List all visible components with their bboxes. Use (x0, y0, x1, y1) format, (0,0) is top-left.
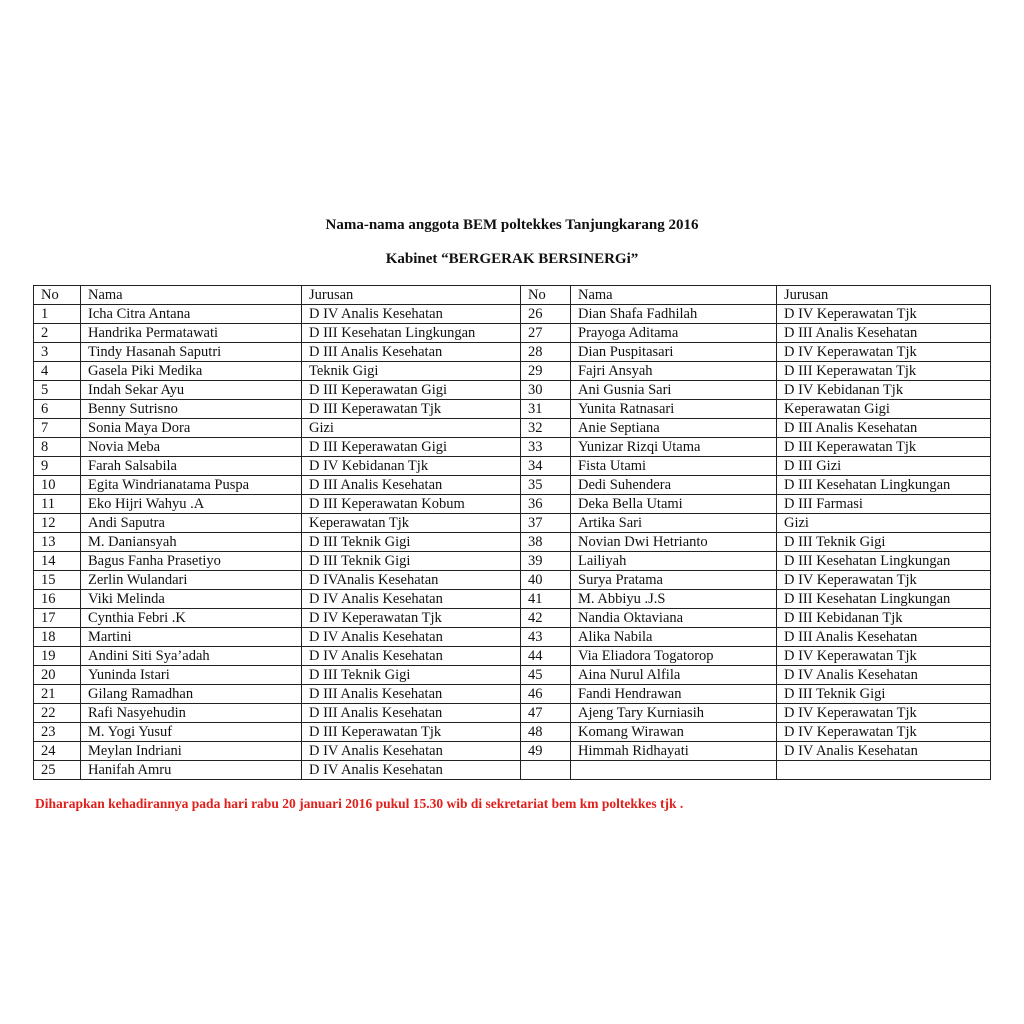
table-row (34, 704, 991, 723)
member-name: Hanifah Amru (81, 761, 302, 780)
header-dept-right: Jurusan (777, 286, 991, 305)
member-department: D III Teknik Gigi (777, 533, 991, 552)
member-name: Dian Shafa Fadhilah (571, 305, 777, 324)
member-name: Novia Meba (81, 438, 302, 457)
member-department: D III Analis Kesehatan (302, 343, 521, 362)
member-name: Egita Windrianatama Puspa (81, 476, 302, 495)
member-department: D III Keperawatan Tjk (777, 438, 991, 457)
member-name: Andini Siti Sya’adah (81, 647, 302, 666)
member-name: Tindy Hasanah Saputri (81, 343, 302, 362)
member-department: Keperawatan Tjk (302, 514, 521, 533)
member-department: D IV Keperawatan Tjk (777, 647, 991, 666)
member-name: Ajeng Tary Kurniasih (571, 704, 777, 723)
table-row (34, 457, 991, 476)
member-department: D IV Keperawatan Tjk (302, 609, 521, 628)
member-number: 49 (521, 742, 571, 761)
member-number: 34 (521, 457, 571, 476)
member-number: 29 (521, 362, 571, 381)
member-number (521, 761, 571, 780)
member-department: D IV Analis Kesehatan (777, 742, 991, 761)
member-number: 10 (34, 476, 81, 495)
table-row (34, 381, 991, 400)
member-name: Icha Citra Antana (81, 305, 302, 324)
member-name: Ani Gusnia Sari (571, 381, 777, 400)
member-name: Himmah Ridhayati (571, 742, 777, 761)
member-number: 8 (34, 438, 81, 457)
member-department: D IV Analis Kesehatan (302, 742, 521, 761)
member-department: D III Analis Kesehatan (777, 324, 991, 343)
member-name: Yunizar Rizqi Utama (571, 438, 777, 457)
member-name: Handrika Permatawati (81, 324, 302, 343)
member-number: 24 (34, 742, 81, 761)
member-name: Bagus Fanha Prasetiyo (81, 552, 302, 571)
member-name: Nandia Oktaviana (571, 609, 777, 628)
member-department: Gizi (302, 419, 521, 438)
member-name: Meylan Indriani (81, 742, 302, 761)
member-department: D III Kesehatan Lingkungan (777, 476, 991, 495)
member-name: Martini (81, 628, 302, 647)
member-number: 4 (34, 362, 81, 381)
table-row (34, 723, 991, 742)
member-department: D III Keperawatan Tjk (302, 400, 521, 419)
member-number: 40 (521, 571, 571, 590)
table-row (34, 533, 991, 552)
header-no-right: No (521, 286, 571, 305)
member-department: D IV Keperawatan Tjk (777, 723, 991, 742)
member-department: D III Keperawatan Gigi (302, 381, 521, 400)
member-number: 46 (521, 685, 571, 704)
header-dept-left: Jurusan (302, 286, 521, 305)
member-department: Teknik Gigi (302, 362, 521, 381)
member-name: Prayoga Aditama (571, 324, 777, 343)
member-department: D III Teknik Gigi (777, 685, 991, 704)
member-department: D IV Keperawatan Tjk (777, 571, 991, 590)
member-number: 19 (34, 647, 81, 666)
table-row (34, 590, 991, 609)
member-department: D III Teknik Gigi (302, 666, 521, 685)
table-header-row (34, 286, 991, 305)
member-name: Yunita Ratnasari (571, 400, 777, 419)
member-department: D III Gizi (777, 457, 991, 476)
member-department: D IV Kebidanan Tjk (777, 381, 991, 400)
member-department: D IV Keperawatan Tjk (777, 343, 991, 362)
member-name: M. Yogi Yusuf (81, 723, 302, 742)
member-department: D IV Analis Kesehatan (302, 628, 521, 647)
member-department: D IV Keperawatan Tjk (777, 305, 991, 324)
member-number: 44 (521, 647, 571, 666)
member-name: Andi Saputra (81, 514, 302, 533)
member-number: 1 (34, 305, 81, 324)
member-department: D III Keperawatan Tjk (777, 362, 991, 381)
member-number: 21 (34, 685, 81, 704)
table-row (34, 324, 991, 343)
member-name: Gasela Piki Medika (81, 362, 302, 381)
member-number: 32 (521, 419, 571, 438)
member-name: Indah Sekar Ayu (81, 381, 302, 400)
member-department: D III Teknik Gigi (302, 552, 521, 571)
member-number: 35 (521, 476, 571, 495)
member-number: 18 (34, 628, 81, 647)
member-name: Benny Sutrisno (81, 400, 302, 419)
member-name: Surya Pratama (571, 571, 777, 590)
member-number: 15 (34, 571, 81, 590)
member-department: D III Kesehatan Lingkungan (302, 324, 521, 343)
member-number: 11 (34, 495, 81, 514)
member-name: M. Daniansyah (81, 533, 302, 552)
table-row (34, 666, 991, 685)
member-department: D III Kebidanan Tjk (777, 609, 991, 628)
member-number: 48 (521, 723, 571, 742)
header-name-left: Nama (81, 286, 302, 305)
member-name: Yuninda Istari (81, 666, 302, 685)
member-name: Dian Puspitasari (571, 343, 777, 362)
table-row (34, 362, 991, 381)
member-name: Lailiyah (571, 552, 777, 571)
table-row (34, 761, 991, 780)
member-number: 47 (521, 704, 571, 723)
member-number: 13 (34, 533, 81, 552)
member-department: D III Analis Kesehatan (302, 476, 521, 495)
member-number: 2 (34, 324, 81, 343)
member-number: 37 (521, 514, 571, 533)
member-department: D IV Keperawatan Tjk (777, 704, 991, 723)
member-department (777, 761, 991, 780)
member-name: Fandi Hendrawan (571, 685, 777, 704)
member-number: 26 (521, 305, 571, 324)
member-name: Cynthia Febri .K (81, 609, 302, 628)
member-number: 41 (521, 590, 571, 609)
member-name: Fajri Ansyah (571, 362, 777, 381)
member-number: 33 (521, 438, 571, 457)
member-department: D IV Analis Kesehatan (302, 761, 521, 780)
table-row (34, 419, 991, 438)
table-row (34, 571, 991, 590)
member-department: D III Farmasi (777, 495, 991, 514)
member-department: D IV Analis Kesehatan (777, 666, 991, 685)
member-name: Zerlin Wulandari (81, 571, 302, 590)
member-department: D IV Kebidanan Tjk (302, 457, 521, 476)
member-number: 23 (34, 723, 81, 742)
member-number: 16 (34, 590, 81, 609)
member-department: D III Keperawatan Tjk (302, 723, 521, 742)
member-number: 9 (34, 457, 81, 476)
table-row (34, 495, 991, 514)
member-name: Farah Salsabila (81, 457, 302, 476)
member-number: 22 (34, 704, 81, 723)
member-department: Keperawatan Gigi (777, 400, 991, 419)
meeting-notice: Diharapkan kehadirannya pada hari rabu 20 januari 2016 pukul 15.30 wib di sekretariat bem km poltekkes tjk . (35, 796, 684, 811)
member-name: Novian Dwi Hetrianto (571, 533, 777, 552)
member-number: 36 (521, 495, 571, 514)
member-name: Aina Nurul Alfila (571, 666, 777, 685)
member-number: 3 (34, 343, 81, 362)
member-department: D III Kesehatan Lingkungan (777, 590, 991, 609)
member-department: D III Teknik Gigi (302, 533, 521, 552)
document-title: Nama-nama anggota BEM poltekkes Tanjungkarang 2016 (325, 217, 699, 233)
member-department: D IV Analis Kesehatan (302, 590, 521, 609)
member-number: 45 (521, 666, 571, 685)
member-department: D III Analis Kesehatan (302, 685, 521, 704)
member-department: D III Keperawatan Gigi (302, 438, 521, 457)
member-number: 20 (34, 666, 81, 685)
table-row (34, 685, 991, 704)
member-name: Viki Melinda (81, 590, 302, 609)
table-row (34, 628, 991, 647)
member-number: 14 (34, 552, 81, 571)
member-number: 31 (521, 400, 571, 419)
member-number: 28 (521, 343, 571, 362)
document-subtitle: Kabinet “BERGERAK BERSINERGi” (385, 251, 639, 267)
member-name: Dedi Suhendera (571, 476, 777, 495)
member-name: Komang Wirawan (571, 723, 777, 742)
member-number: 38 (521, 533, 571, 552)
member-number: 5 (34, 381, 81, 400)
table-row (34, 647, 991, 666)
member-name (571, 761, 777, 780)
table-row (34, 476, 991, 495)
member-name: Sonia Maya Dora (81, 419, 302, 438)
member-number: 43 (521, 628, 571, 647)
member-department: Gizi (777, 514, 991, 533)
member-name: Deka Bella Utami (571, 495, 777, 514)
member-number: 39 (521, 552, 571, 571)
member-number: 30 (521, 381, 571, 400)
member-name: Gilang Ramadhan (81, 685, 302, 704)
member-number: 6 (34, 400, 81, 419)
member-department: D III Analis Kesehatan (302, 704, 521, 723)
header-no-left: No (34, 286, 81, 305)
table-row (34, 552, 991, 571)
member-name: Fista Utami (571, 457, 777, 476)
table-row (34, 609, 991, 628)
member-number: 25 (34, 761, 81, 780)
table-row (34, 305, 991, 324)
member-number: 42 (521, 609, 571, 628)
member-name: Via Eliadora Togatorop (571, 647, 777, 666)
member-number: 27 (521, 324, 571, 343)
member-name: Rafi Nasyehudin (81, 704, 302, 723)
member-department: D III Kesehatan Lingkungan (777, 552, 991, 571)
member-number: 7 (34, 419, 81, 438)
member-name: Alika Nabila (571, 628, 777, 647)
member-department: D III Analis Kesehatan (777, 419, 991, 438)
table-row (34, 514, 991, 533)
member-name: Eko Hijri Wahyu .A (81, 495, 302, 514)
member-name: Artika Sari (571, 514, 777, 533)
member-department: D III Analis Kesehatan (777, 628, 991, 647)
member-table (33, 285, 991, 780)
member-department: D IVAnalis Kesehatan (302, 571, 521, 590)
table-row (34, 400, 991, 419)
member-number: 17 (34, 609, 81, 628)
table-row (34, 742, 991, 761)
header-name-right: Nama (571, 286, 777, 305)
member-name: Anie Septiana (571, 419, 777, 438)
member-department: D III Keperawatan Kobum (302, 495, 521, 514)
member-department: D IV Analis Kesehatan (302, 305, 521, 324)
table-row (34, 438, 991, 457)
table-row (34, 343, 991, 362)
member-department: D IV Analis Kesehatan (302, 647, 521, 666)
member-number: 12 (34, 514, 81, 533)
member-name: M. Abbiyu .J.S (571, 590, 777, 609)
